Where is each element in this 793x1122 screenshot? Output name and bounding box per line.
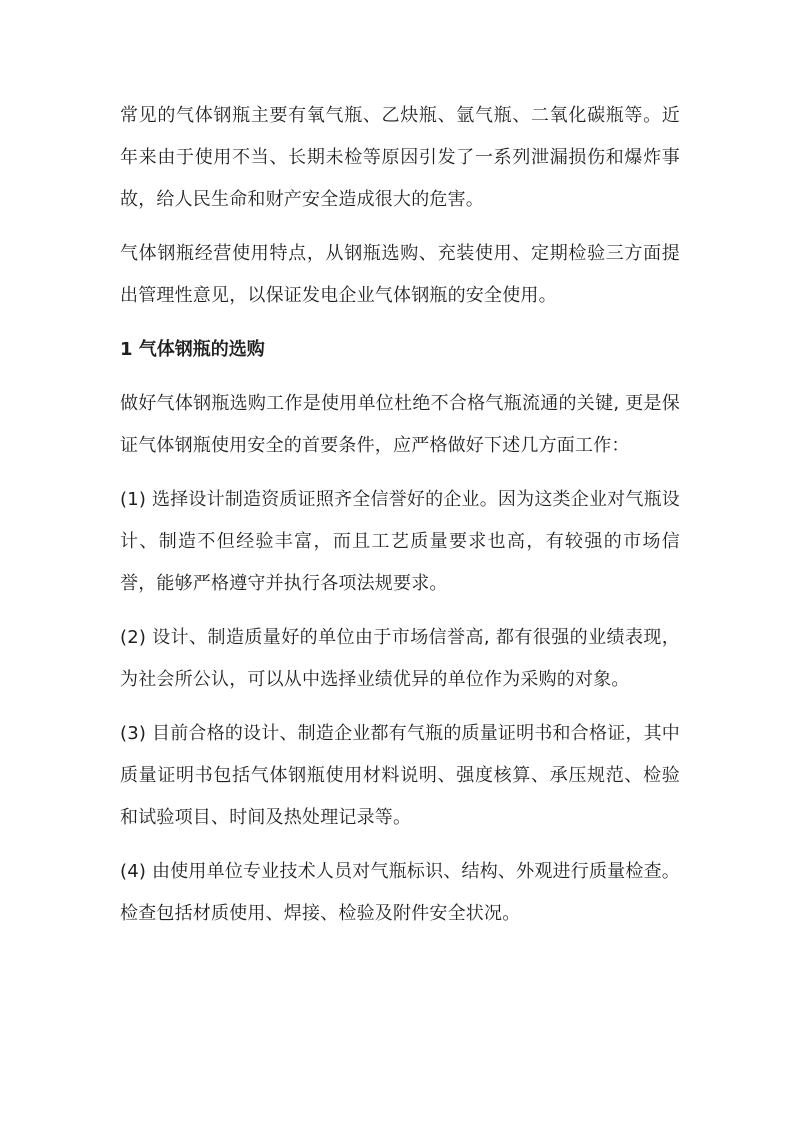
intro-paragraph: 常见的气体钢瓶主要有氧气瓶、乙炔瓶、氩气瓶、二氧化碳瓶等。近年来由于使用不当、长期未检等原因引发了一系列泄漏损伤和爆炸事故，给人民生命和财产安全造成很大的危害。 bbox=[120, 105, 680, 210]
section-heading: 1 气体钢瓶的选购 bbox=[120, 339, 265, 360]
list-item: (1) 选择设计制造资质证照齐全信誉好的企业。因为这类企业对气瓶设计、制造不但经验丰富，而且工艺质量要求也高，有较强的市场信誉，能够严格遵守并执行各项法规要求。 bbox=[120, 489, 680, 594]
document-body bbox=[120, 95, 680, 935]
scope-paragraph: 气体钢瓶经营使用特点，从钢瓶选购、充装使用、定期检验三方面提出管理性意见，以保证发电企业气体钢瓶的安全使用。 bbox=[120, 243, 680, 306]
list-item: (3) 目前合格的设计、制造企业都有气瓶的质量证明书和合格证，其中质量证明书包括气体钢瓶使用材料说明、强度核算、承压规范、检验和试验项目、时间及热处理记录等。 bbox=[120, 723, 680, 828]
section-intro-paragraph: 做好气体钢瓶选购工作是使用单位杜绝不合格气瓶流通的关键, 更是保证气体钢瓶使用安全的首要条件，应严格做好下述几方面工作： bbox=[120, 393, 680, 456]
list-item: (2) 设计、制造质量好的单位由于市场信誉高, 都有很强的业绩表现，为社会所公认，可以从中选择业绩优异的单位作为采购的对象。 bbox=[120, 627, 680, 690]
list-item: (4) 由使用单位专业技术人员对气瓶标识、结构、外观进行质量检查。检查包括材质使用、焊接、检验及附件安全状况。 bbox=[120, 861, 680, 924]
